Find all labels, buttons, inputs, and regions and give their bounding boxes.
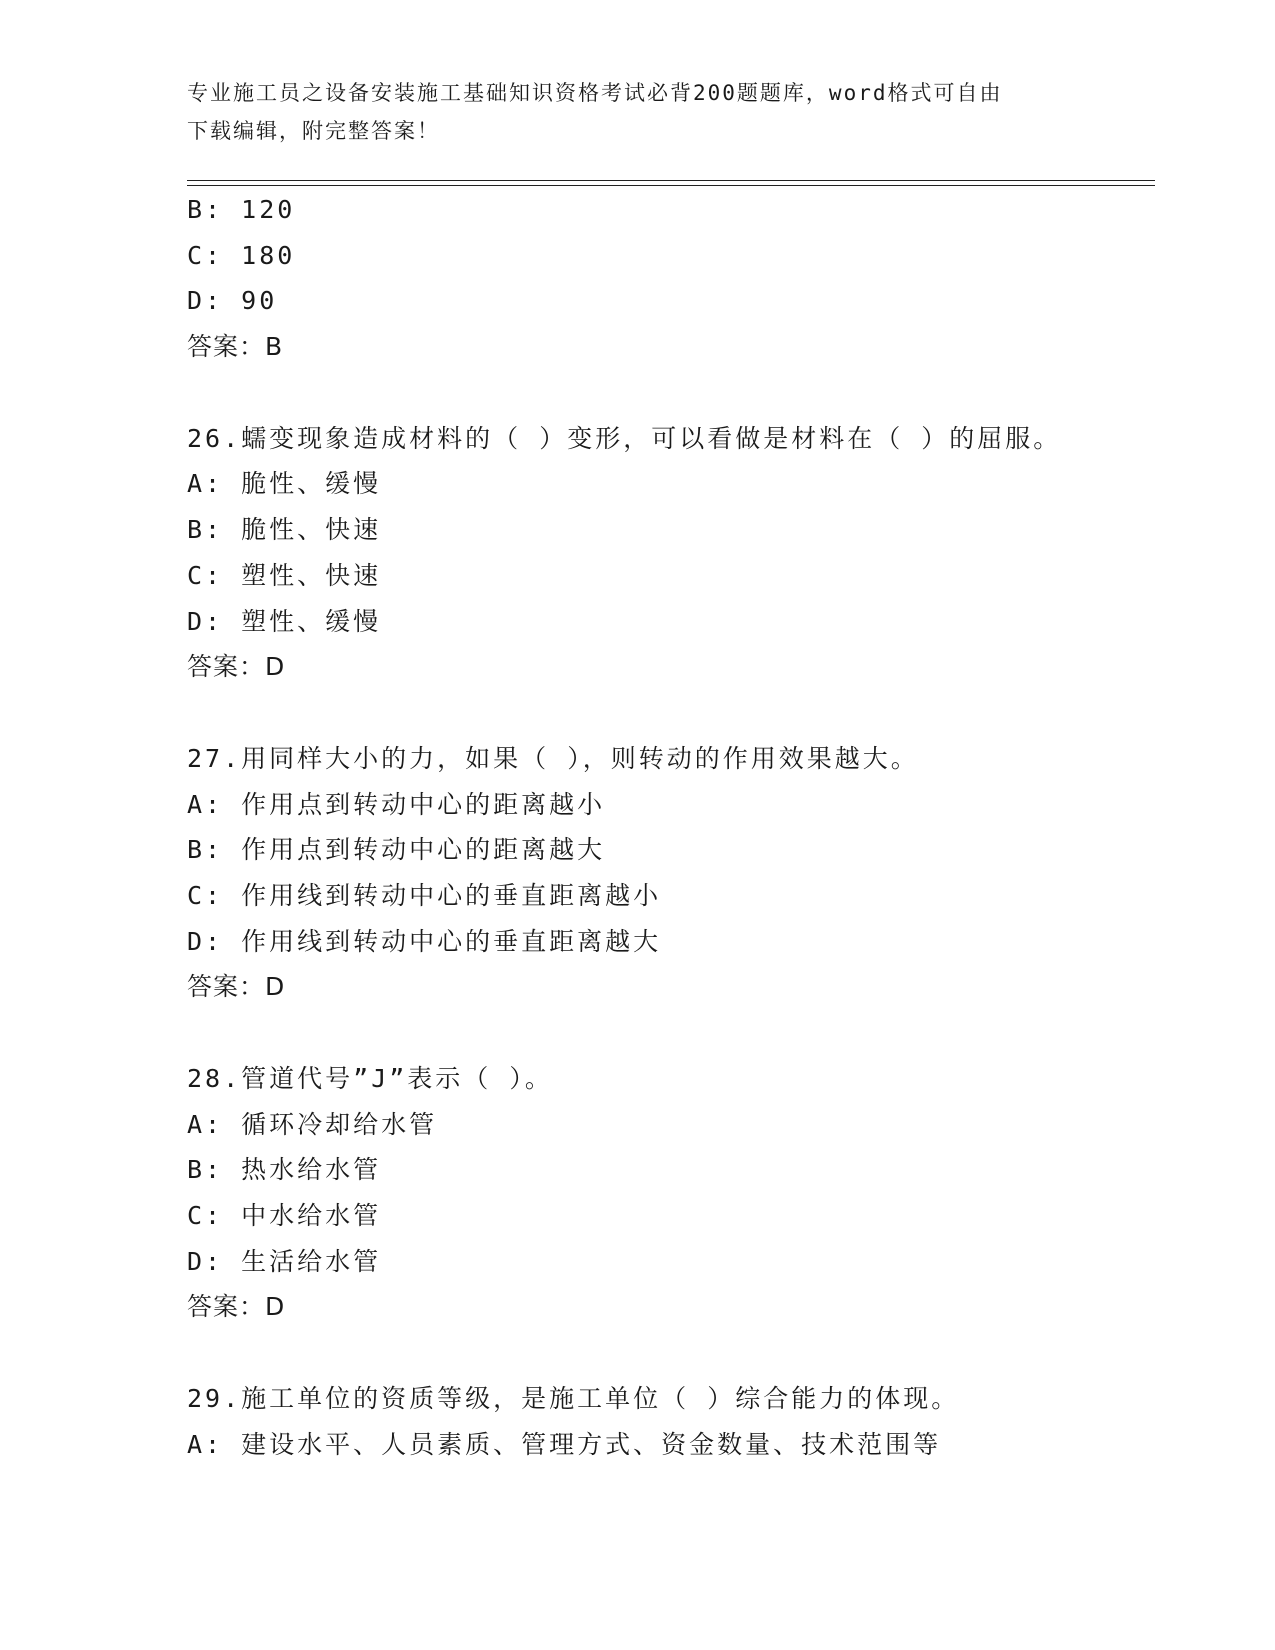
option-b: B: 作用点到转动中心的距离越大 — [187, 835, 606, 865]
answer-line: 答案：D — [187, 652, 286, 682]
header-divider-bottom — [187, 185, 1155, 186]
answer-line: 答案：B — [187, 332, 284, 362]
option-a: A: 脆性、缓慢 — [187, 469, 382, 499]
option-d: D: 塑性、缓慢 — [187, 606, 382, 636]
option-c: C: 中水给水管 — [187, 1201, 382, 1231]
option-b: B: 120 — [187, 195, 296, 224]
option-d: D: 90 — [187, 286, 278, 316]
option-d: D: 作用线到转动中心的垂直距离越大 — [187, 926, 662, 956]
question-block-27 — [187, 736, 1167, 1010]
option-b: B: 热水给水管 — [187, 1155, 382, 1185]
option-c: C: 180 — [187, 240, 296, 270]
question-block-29 — [187, 1376, 1167, 1467]
answer-line: 答案：D — [187, 1292, 286, 1322]
option-a: A: 建设水平、人员素质、管理方式、资金数量、技术范围等 — [187, 1429, 942, 1459]
question-block-25 — [187, 187, 1167, 370]
question-text: 28.管道代号”J”表示（ ）。 — [187, 1064, 553, 1093]
option-d: D: 生活给水管 — [187, 1246, 382, 1276]
question-text: 27.用同样大小的力，如果（ ），则转动的作用效果越大。 — [187, 743, 919, 773]
option-a: A: 作用点到转动中心的距离越小 — [187, 789, 606, 819]
spacer — [187, 1010, 1167, 1056]
question-list — [187, 187, 1167, 1468]
answer-line: 答案：D — [187, 972, 286, 1002]
spacer — [187, 690, 1167, 736]
question-text: 29.施工单位的资质等级，是施工单位（ ）综合能力的体现。 — [187, 1384, 960, 1414]
spacer — [187, 370, 1167, 416]
header-divider-top — [187, 180, 1155, 181]
question-block-26 — [187, 416, 1167, 690]
option-c: C: 塑性、快速 — [187, 560, 382, 590]
document-header — [187, 74, 1087, 150]
option-a: A: 循环冷却给水管 — [187, 1109, 438, 1139]
header-title-line-1: 专业施工员之设备安装施工基础知识资格考试必背200题题库，word格式可自由 — [187, 81, 1003, 105]
option-c: C: 作用线到转动中心的垂直距离越小 — [187, 880, 662, 910]
question-text: 26.蠕变现象造成材料的（ ）变形，可以看做是材料在（ ）的屈服。 — [187, 423, 1062, 453]
header-title-line-2: 下载编辑，附完整答案！ — [187, 119, 440, 143]
spacer — [187, 1330, 1167, 1376]
option-b: B: 脆性、快速 — [187, 515, 382, 545]
question-block-28 — [187, 1056, 1167, 1330]
